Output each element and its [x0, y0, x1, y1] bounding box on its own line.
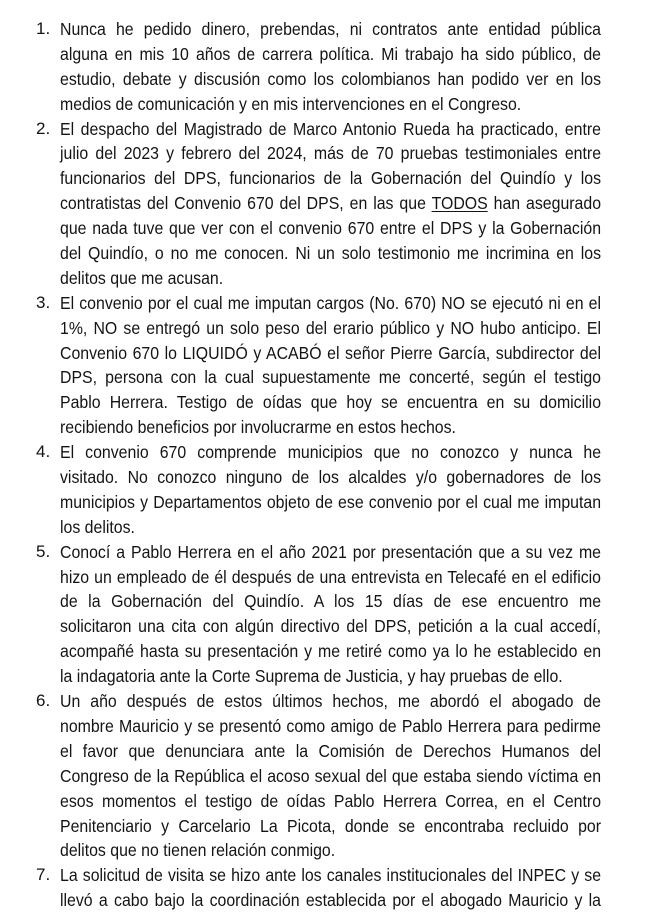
list-number: 2. — [36, 118, 51, 138]
text-line: solicitaron una cita con algún directivo del DPS, petición a la cual accedí, — [60, 616, 602, 637]
text-line: El convenio por el cual me imputan cargos (No. 670) NO se ejecutó ni en el — [60, 292, 602, 313]
list-number: 4. — [36, 442, 51, 462]
text-line: acompañé hasta su presentación y me retiré como ya lo he establecido en — [60, 641, 602, 662]
list-number: 3. — [36, 292, 51, 312]
text-line: de la Gobernación del Quindío. A los 15 días de ese encuentro me — [60, 591, 602, 612]
text-line: medios de comunicación y en mis intervenciones en el Congreso. — [60, 93, 522, 114]
text-line: recibiendo beneficios por involucrarme en estos hechos. — [60, 417, 456, 438]
list-number: 5. — [36, 541, 51, 561]
list-number: 6. — [36, 691, 51, 711]
text-line: Pablo Herrera. Testigo de oídas que hoy se encuentra en su domicilio — [60, 392, 602, 413]
text-line: que nada tuve que ver con el convenio 670 entre el DPS y la Gobernación — [60, 218, 602, 239]
list-item-2 — [0, 117, 650, 291]
text-line: La solicitud de visita se hizo ante los canales institucionales del INPEC y se — [60, 865, 602, 886]
document-page — [0, 17, 650, 913]
text-line: estudio, debate y discusión como los colombianos han podido ver en los — [60, 68, 602, 89]
text-line: llevó a cabo bajo la coordinación establecida por el abogado Mauricio y la — [60, 890, 602, 911]
list-number: 7. — [36, 865, 51, 885]
text-line: los delitos. — [60, 516, 135, 537]
text-line: Convenio 670 lo LIQUIDÓ y ACABÓ el señor Pierre García, subdirector del — [60, 342, 602, 363]
text-line: 1%, NO se entregó un solo peso del erario público y NO hubo anticipo. El — [60, 317, 602, 338]
text-line: El despacho del Magistrado de Marco Antonio Rueda ha practicado, entre — [60, 118, 602, 139]
text-line: delitos que me acusan. — [60, 267, 224, 288]
list-item-6 — [0, 689, 650, 863]
text-line: el favor que denunciara ante la Comisión de Derechos Humanos del — [60, 740, 602, 761]
list-item-7 — [0, 863, 650, 913]
list-item-4 — [0, 440, 650, 540]
text-line: la indagatoria ante la Corte Suprema de Justicia, y hay pruebas de ello. — [60, 666, 563, 687]
text-line: El convenio 670 comprende municipios que no conozco y nunca he — [60, 442, 602, 463]
text-line: esos momentos el testigo de oídas Pablo Herrera Correa, en el Centro — [60, 790, 602, 811]
text-line: Conocí a Pablo Herrera en el año 2021 por presentación que a su vez me — [60, 541, 602, 562]
text-line: funcionarios del DPS, funcionarios de la Gobernación del Quindío y los — [60, 168, 602, 189]
list-item-3 — [0, 291, 650, 440]
text-line: Penitenciario y Carcelario La Picota, donde se encontraba recluido por — [60, 815, 602, 836]
list-item-1 — [0, 17, 650, 117]
text-line: hizo un empleado de él después de una entrevista en Telecafé en el edificio — [60, 566, 602, 587]
text-line: del Quindío, o no me conocen. Ni un solo testimonio me incrimina en los — [60, 243, 602, 264]
text-line: contratistas del Convenio 670 del DPS, en las que TODOS han asegurado — [60, 193, 602, 214]
text-line: julio del 2023 y febrero del 2024, más de 70 pruebas testimoniales entre — [60, 143, 602, 164]
text-line: Congreso de la República el acoso sexual del que estaba siendo víctima en — [60, 765, 602, 786]
text-line: delitos que no tienen relación conmigo. — [60, 840, 336, 861]
text-line: alguna en mis 10 años de carrera política. Mi trabajo ha sido público, de — [60, 43, 602, 64]
list-item-5 — [0, 540, 650, 689]
text-line: Nunca he pedido dinero, prebendas, ni contratos ante entidad pública — [60, 19, 602, 39]
underlined-emphasis: TODOS — [431, 193, 488, 214]
text-line: DPS, persona con la cual supuestamente me concerté, según el testigo — [60, 367, 602, 388]
list-number: 1. — [36, 19, 51, 38]
text-line: visitado. No conozco ninguno de los alcaldes y/o gobernadores de los — [60, 467, 602, 488]
text-line: municipios y Departamentos objeto de ese convenio por el cual me imputan — [60, 491, 602, 512]
text-line: nombre Mauricio y se presentó como amigo de Pablo Herrera para pedirme — [60, 715, 602, 736]
text-line: Un año después de estos últimos hechos, me abordó el abogado de — [60, 691, 602, 712]
